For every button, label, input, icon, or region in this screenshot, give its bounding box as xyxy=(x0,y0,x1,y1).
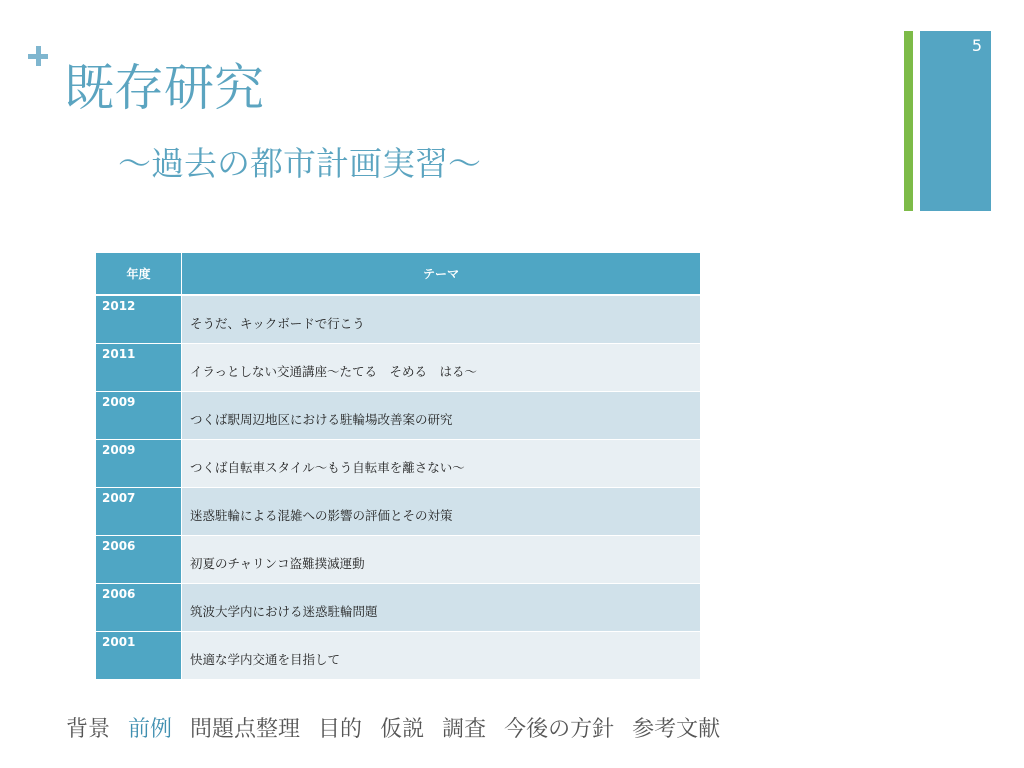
year-cell: 2007 xyxy=(96,488,182,536)
nav-item-background[interactable]: 背景 xyxy=(66,717,111,742)
slide-title: 既存研究 xyxy=(64,59,264,117)
table-row xyxy=(96,584,701,632)
table-row xyxy=(96,344,701,392)
year-cell: 2006 xyxy=(96,584,182,632)
year-column-header: 年度 xyxy=(96,253,182,296)
table-header-row xyxy=(96,253,701,296)
year-cell: 2012 xyxy=(96,295,182,344)
table-row xyxy=(96,632,701,680)
slide-subtitle: ～過去の都市計画実習～ xyxy=(118,144,481,183)
table-row xyxy=(96,488,701,536)
nav-item-purpose[interactable]: 目的 xyxy=(318,717,363,742)
theme-cell: そうだ、キックボードで行こう xyxy=(182,295,701,344)
research-table xyxy=(95,252,701,680)
theme-cell: つくば駅周辺地区における駐輪場改善案の研究 xyxy=(182,392,701,440)
theme-cell: 初夏のチャリンコ盗難撲滅運動 xyxy=(182,536,701,584)
nav-item-future-plans[interactable]: 今後の方針 xyxy=(504,717,615,742)
table-row xyxy=(96,536,701,584)
theme-cell: 迷惑駐輪による混雑への影響の評価とその対策 xyxy=(182,488,701,536)
theme-cell: イラっとしない交通講座～たてる そめる はる～ xyxy=(182,344,701,392)
nav-item-hypothesis[interactable]: 仮説 xyxy=(380,717,425,742)
nav-item-issues[interactable]: 問題点整理 xyxy=(190,717,301,742)
year-cell: 2009 xyxy=(96,440,182,488)
accent-bar-blue xyxy=(920,31,991,211)
year-cell: 2001 xyxy=(96,632,182,680)
year-cell: 2006 xyxy=(96,536,182,584)
page-number: 5 xyxy=(971,36,982,55)
nav-item-survey[interactable]: 調査 xyxy=(442,717,487,742)
theme-cell: つくば自転車スタイル～もう自転車を離さない～ xyxy=(182,440,701,488)
theme-cell: 筑波大学内における迷惑駐輪問題 xyxy=(182,584,701,632)
table-row xyxy=(96,440,701,488)
accent-bar-green xyxy=(904,31,913,211)
theme-cell: 快適な学内交通を目指して xyxy=(182,632,701,680)
theme-column-header: テーマ xyxy=(182,253,701,296)
section-nav xyxy=(66,712,738,743)
year-cell: 2009 xyxy=(96,392,182,440)
table-row xyxy=(96,392,701,440)
nav-item-precedents[interactable]: 前例 xyxy=(128,717,173,742)
table-row xyxy=(96,295,701,344)
nav-item-references[interactable]: 参考文献 xyxy=(632,717,721,742)
plus-icon xyxy=(26,44,54,72)
year-cell: 2011 xyxy=(96,344,182,392)
